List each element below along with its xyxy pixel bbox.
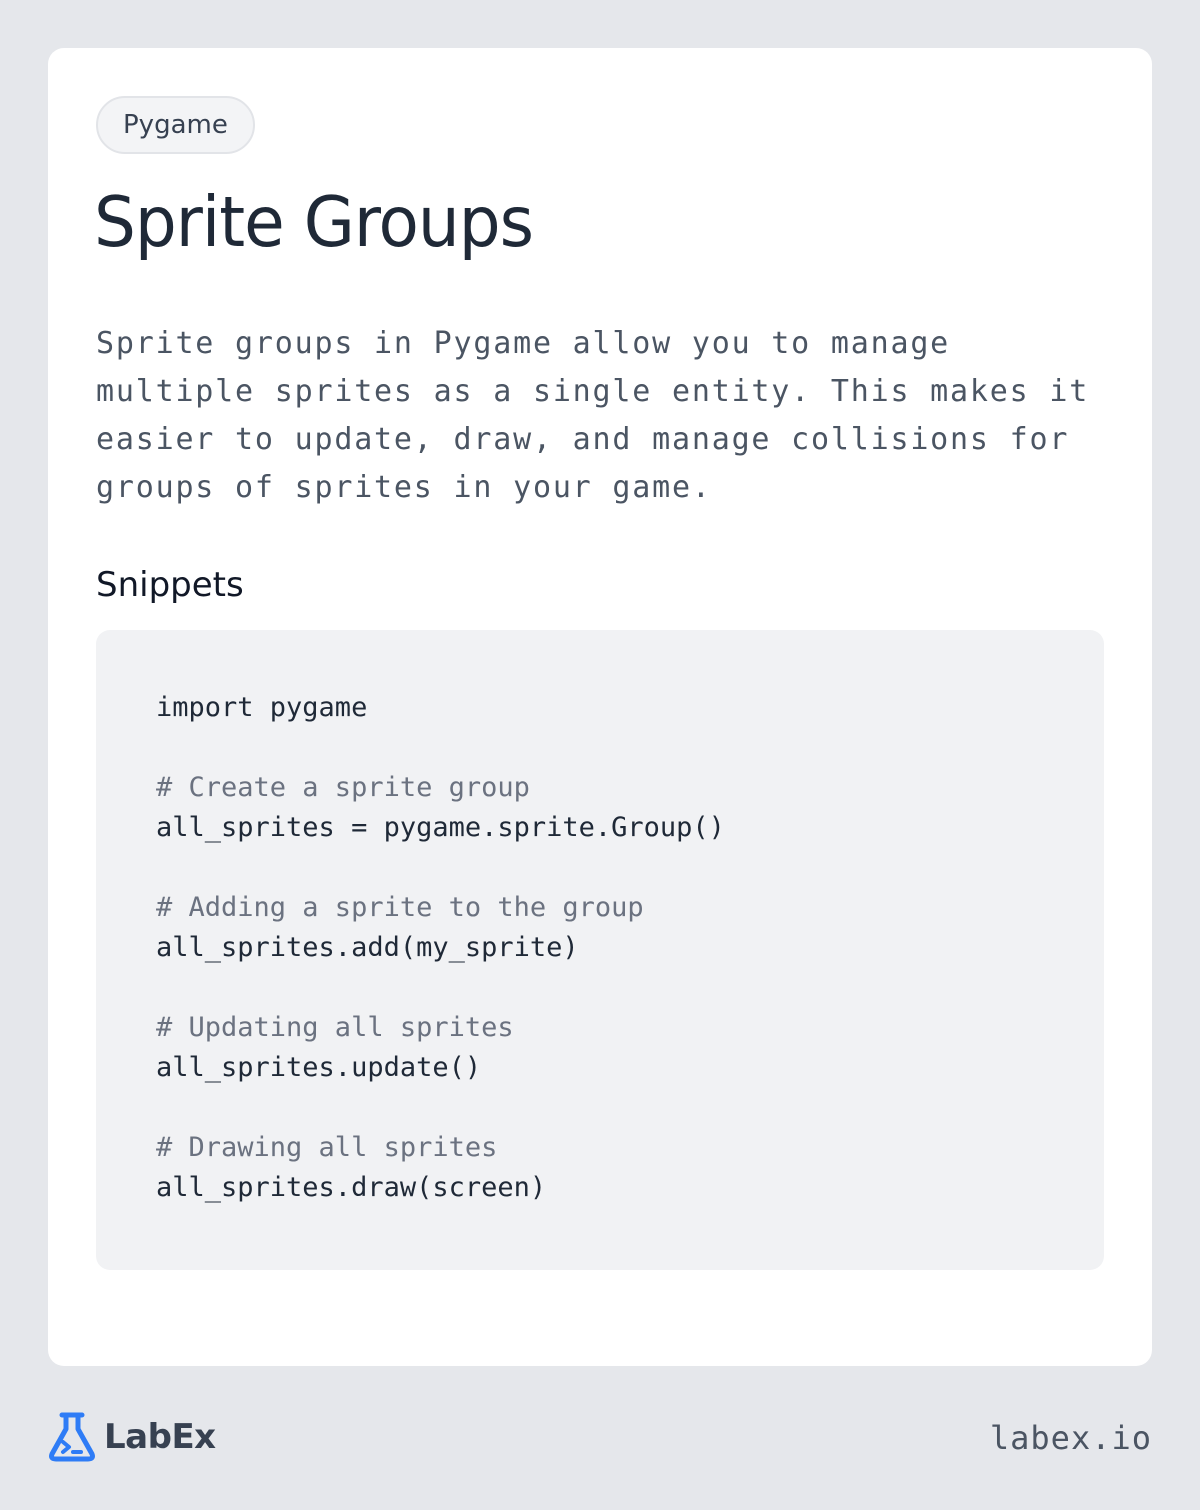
code-comment: # Drawing all sprites [156,1132,498,1163]
code-comment: # Adding a sprite to the group [156,892,644,923]
code-line [156,728,1044,768]
code-line: all_sprites.update() [156,1052,482,1083]
code-line [156,848,1044,888]
code-snippet [96,630,1104,1270]
code-line: import pygame [156,692,368,723]
code-line [156,1088,1044,1128]
snippets-heading: Snippets [96,565,244,605]
code-line [156,968,1044,1008]
code-line: all_sprites.draw(screen) [156,1172,547,1203]
labex-logo[interactable] [48,1412,216,1462]
code-comment: # Updating all sprites [156,1012,514,1043]
topic-tag[interactable]: Pygame [96,96,255,154]
brand-name: LabEx [104,1417,216,1457]
code-comment: # Create a sprite group [156,772,530,803]
content-card [48,48,1152,1366]
page-title: Sprite Groups [94,181,534,263]
code-line: all_sprites = pygame.sprite.Group() [156,812,725,843]
code-line: all_sprites.add(my_sprite) [156,932,579,963]
site-url[interactable]: labex.io [989,1419,1152,1457]
flask-icon [48,1412,96,1462]
description: Sprite groups in Pygame allow you to manage multiple sprites as a single entity. This makes it easier to update, draw, and manage collisions for groups of sprites in your game. [96,326,1090,505]
